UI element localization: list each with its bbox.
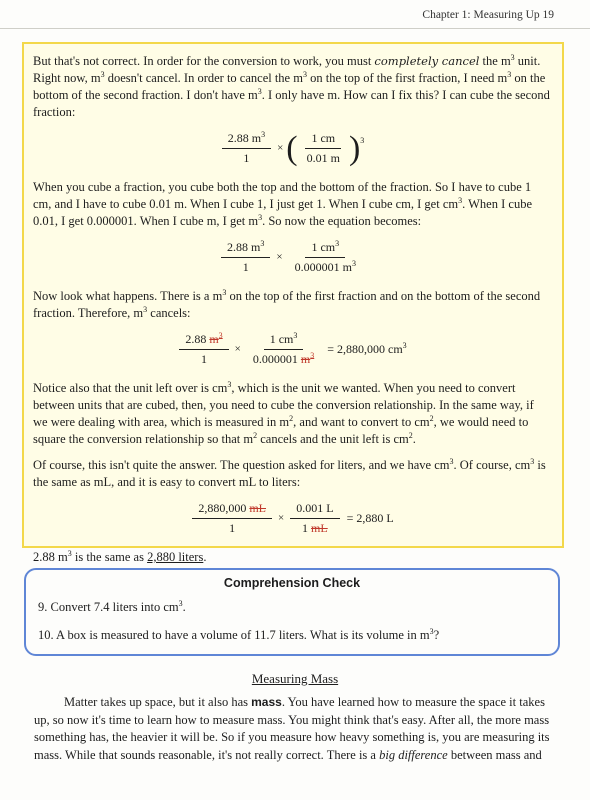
equation-2: $\frac{2.88 m^3}{1}$ × $\frac{1 cm^3}{0.000001 m^3}$ [33,239,550,276]
header-divider [0,28,590,29]
equation-3: $\frac{2.88 m^3}{1}$ × $\frac{1 cm^3}{0.000001 m^3}$ = 2,880,000 $cm^3$ [33,331,550,368]
paragraph-2: When you cube a fraction, you cube both the top and the bottom of the fraction. So I have to cube 1 cm, and I have to cube 0.01 m. When I cube 1, I just get 1. When I cube cm, I get $cm^3$. When I cube 0.01, I get 0.000001. When I cube m, I get $m^3$. So now the equation becomes: [33,180,532,228]
body-paragraph: Matter takes up space, but it also has mass. You have learned how to measure the space it takes up, so now it's time to learn how to measure mass. You might think that's easy. After all, the more mass something has, the heavier it will be. So if you measure how heavy something is, you are measuring its mass. While that sounds reasonable, it's not really correct. There is a big difference between mass and [34,695,550,762]
equation-1: $\frac{2.88 m^3}{1}$ × ( $\frac{1 cm}{0.01 m}$ ) 3 [33,130,550,167]
equation-4: $\frac{2,880,000 mL}{1}$ × $\frac{0.001 L}{1 mL}$ = 2,880 L [33,500,550,537]
question-9: 9. Convert 7.4 liters into $cm^3$. [38,598,186,614]
question-10: 10. A box is measured to have a volume of 11.7 liters. What is its volume in $m^3$? [38,626,440,642]
paragraph-5: Of course, this isn't quite the answer. The question asked for liters, and we have $cm^3$. Of course, $cm^3$ is the same as mL, and it is easy to convert mL to liters: [33,456,546,489]
answer-line: 2.88 $m^3$ is the same as 2,880 liters. [33,548,207,564]
paragraph-3: Now look what happens. There is a $m^3$ on the top of the first fraction and on the bottom of the second fraction. Therefore, $m^3$ cancels: [33,287,541,320]
page-header: Chapter 1: Measuring Up 19 [422,9,554,21]
section-heading: Measuring Mass [251,671,339,686]
paragraph-4: Notice also that the unit left over is $cm^3$, which is the unit we wanted. When you need to convert between units that are cubed, then, you need to cube the conversion relationship. In the same way, if we were dealing with area, which is measured in $m^2$, and want to convert to $cm^2$, we would need to square the conversion relationship so that $m^2$ cancels and the unit left is $cm^2$. [33,379,534,446]
paragraph-1: But that's not correct. In order for the conversion to work, you must completely cancel the $m^3$ unit. Right now, $m^3$ doesn't cancel. In order to cancel the $m^3$ on the top of the first fraction, I need $m^3$ on the bottom of the second fraction. I don't have $m^3$. I only have m. How can I fix this? I can cube the second fraction: [33,52,550,119]
comprehension-check-box [24,568,560,656]
example-box [22,42,564,564]
comprehension-check-title: Comprehension Check [223,576,361,590]
